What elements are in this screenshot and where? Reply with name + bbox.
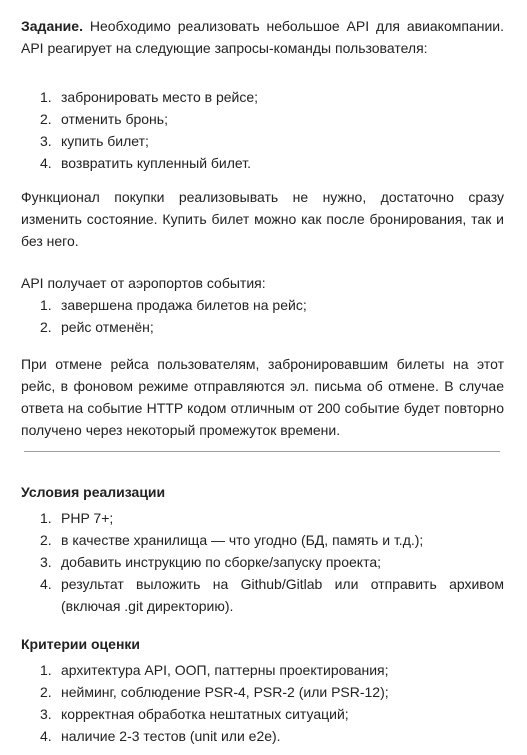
- list-item-number: 2.: [40, 319, 52, 335]
- list-item-number: 1.: [40, 89, 52, 105]
- list-item-text: архитектура API, ООП, паттерны проектирования;: [61, 662, 389, 678]
- list-item: [21, 551, 504, 573]
- list-item: [21, 108, 504, 130]
- list-item-text: отменить бронь;: [61, 111, 168, 127]
- list-item: [21, 529, 504, 551]
- list-item: [21, 725, 504, 747]
- list-item-text: результат выложить на Github/Gitlab или отправить архивом (включая .git директорию).: [61, 576, 504, 614]
- cancel-note: При отмене рейса пользователям, забронировавшим билеты на этот рейс, в фоновом режиме отправляются эл. письма об отмене. В случае ответа на событие HTTP кодом отличным от 200 событие будет повторно получено через некоторый промежуток времени.: [21, 356, 504, 438]
- list-item: [21, 659, 504, 681]
- list-item-text: забронировать место в рейсе;: [61, 89, 259, 105]
- list-item: [21, 86, 504, 108]
- list-item: [21, 703, 504, 725]
- events-intro: API получает от аэропортов события:: [21, 275, 266, 291]
- list-item: [21, 294, 504, 316]
- events-list: [21, 294, 504, 338]
- list-item-text: корректная обработка нештатных ситуаций;: [61, 706, 349, 722]
- list-item-number: 1.: [40, 297, 52, 313]
- conditions-list: [21, 507, 504, 617]
- list-item-text: возвратить купленный билет.: [61, 155, 251, 171]
- list-item: [21, 152, 504, 174]
- criteria-heading: Критерии оценки: [21, 636, 141, 652]
- list-item-number: 4.: [40, 728, 52, 744]
- conditions-heading: Условия реализации: [21, 484, 166, 500]
- list-item-text: нейминг, соблюдение PSR-4, PSR-2 (или PSR-12);: [61, 684, 389, 700]
- list-item-number: 2.: [40, 532, 52, 548]
- list-item: [21, 681, 504, 703]
- task-text: Необходимо реализовать небольшое API для авиакомпании. API реагирует на следующие запросы-команды пользователя:: [21, 18, 505, 56]
- list-item-number: 3.: [40, 554, 52, 570]
- list-item: [21, 316, 504, 338]
- list-item: [21, 507, 504, 529]
- list-item-number: 1.: [40, 662, 52, 678]
- task-label: Задание.: [21, 18, 83, 34]
- section-divider: [24, 451, 500, 452]
- commands-list: [21, 86, 504, 174]
- list-item-number: 4.: [40, 155, 52, 171]
- list-item-text: PHP 7+;: [61, 510, 114, 526]
- purchase-note: Функционал покупки реализовывать не нужно, достаточно сразу изменить состояние. Купить билет можно как после бронирования, так и без него.: [21, 189, 504, 249]
- list-item-number: 2.: [40, 684, 52, 700]
- list-item-number: 1.: [40, 510, 52, 526]
- list-item-text: наличие 2-3 тестов (unit или e2e).: [61, 728, 281, 744]
- list-item-text: добавить инструкцию по сборке/запуску проекта;: [61, 554, 381, 570]
- list-item-text: рейс отменён;: [61, 319, 154, 335]
- list-item: [21, 130, 504, 152]
- list-item-number: 3.: [40, 133, 52, 149]
- list-item-number: 3.: [40, 706, 52, 722]
- list-item-text: в качестве хранилища — что угодно (БД, память и т.д.);: [61, 532, 424, 548]
- task-paragraph: [21, 15, 504, 59]
- list-item-number: 4.: [40, 576, 52, 592]
- list-item-number: 2.: [40, 111, 52, 127]
- list-item-text: завершена продажа билетов на рейс;: [61, 297, 307, 313]
- list-item: [21, 573, 504, 617]
- list-item-text: купить билет;: [61, 133, 149, 149]
- criteria-list: [21, 659, 504, 747]
